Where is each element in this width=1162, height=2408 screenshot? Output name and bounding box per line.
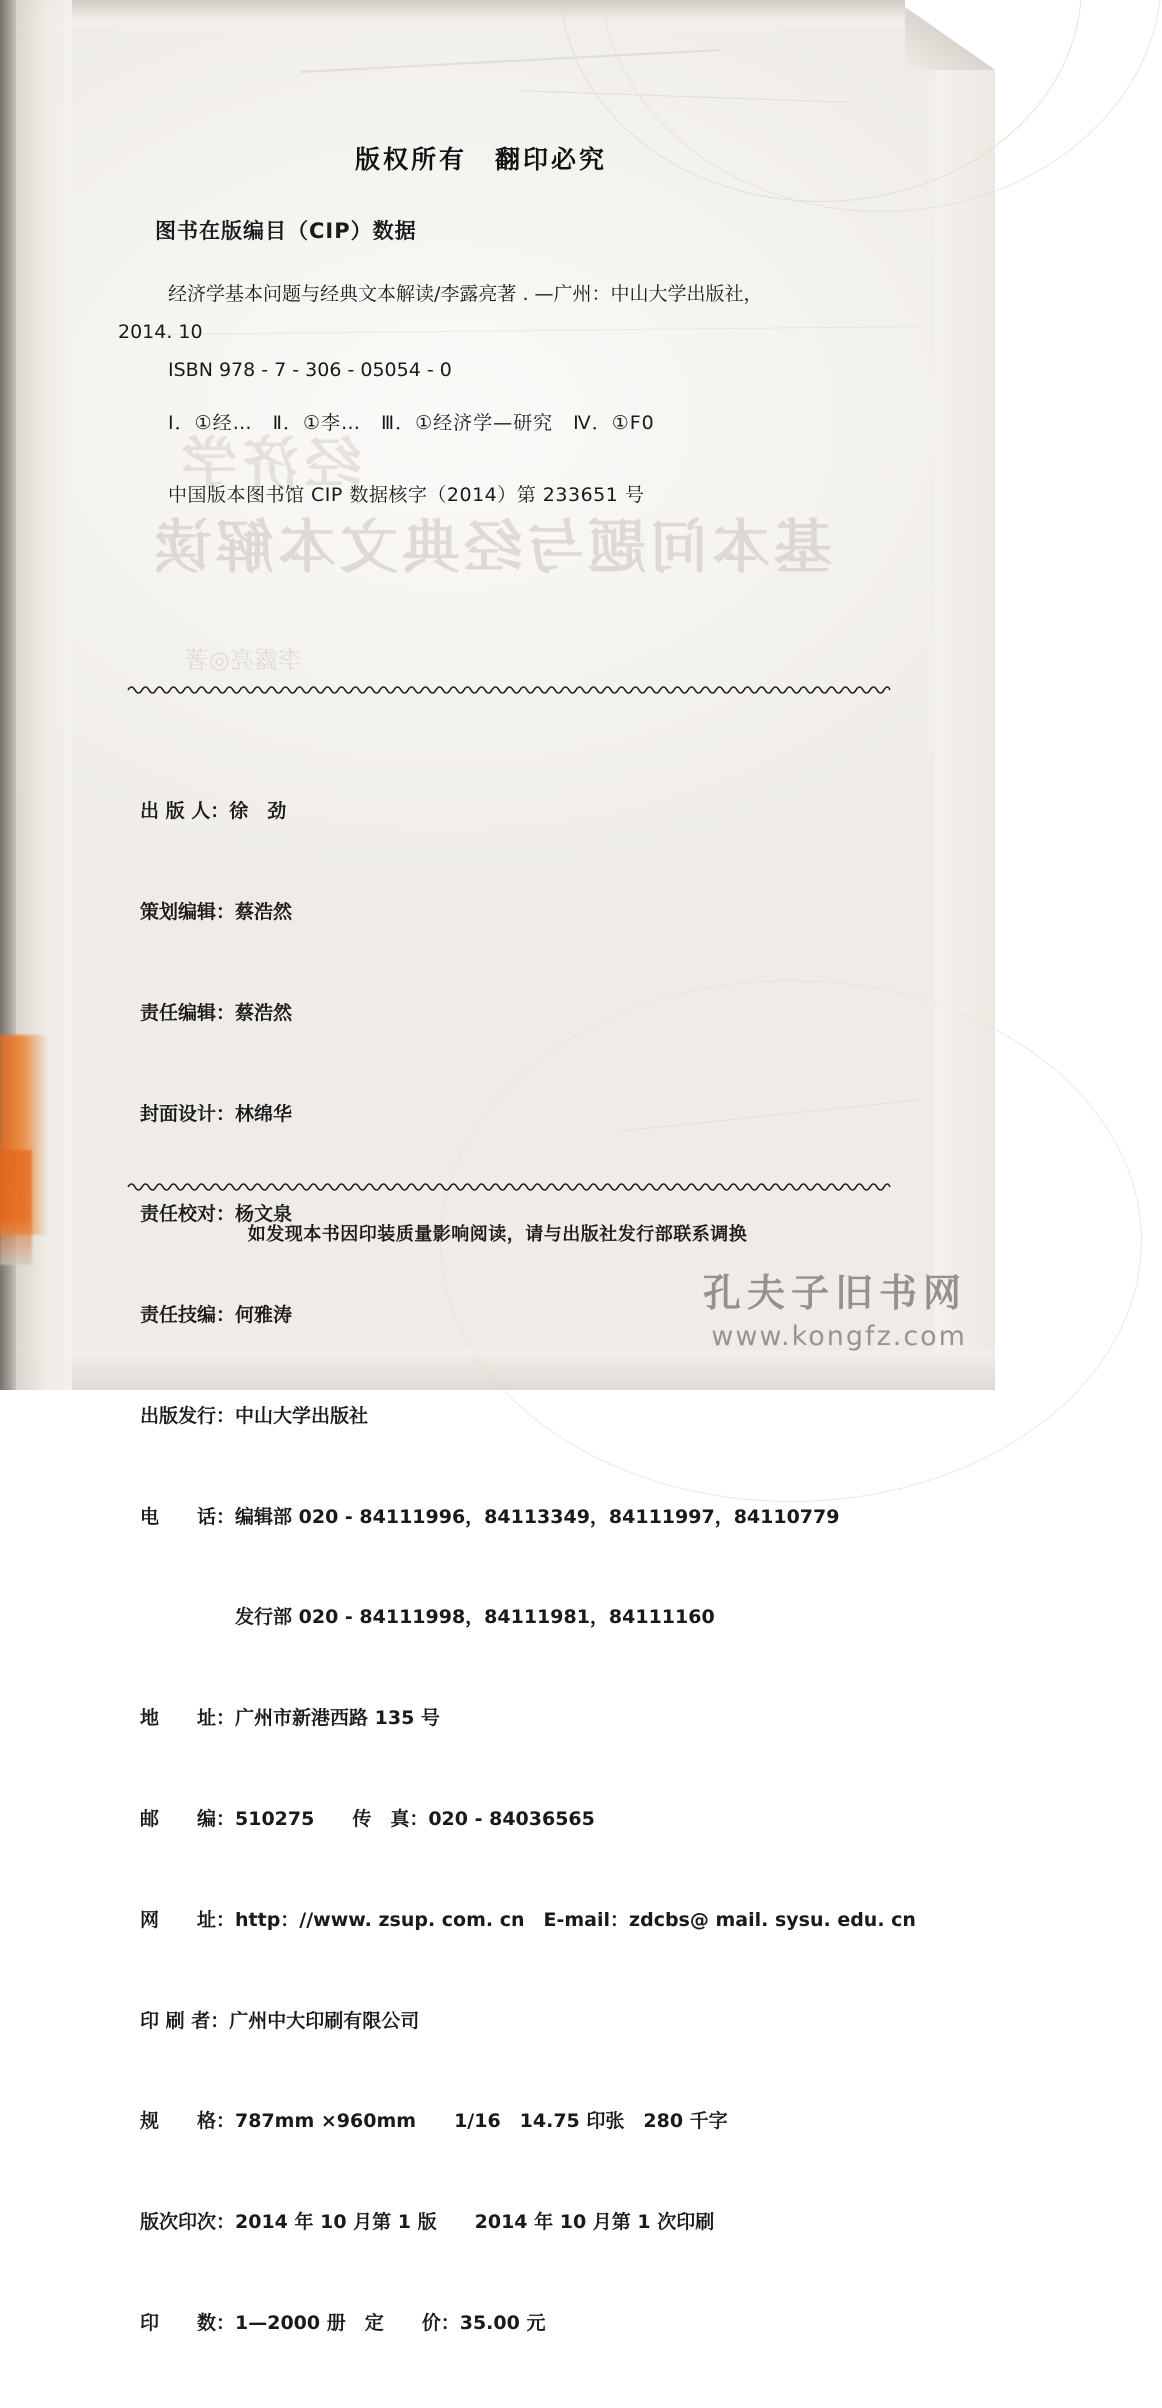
imprint-value: 510275 传 真：020 - 84036565	[235, 1808, 595, 1830]
imprint-row	[140, 1702, 916, 1736]
imprint-label: 责任校对：	[140, 1203, 236, 1226]
imprint-value: http：//www. zsup. com. cn E-mail：zdcbs@ mail. sysu. edu. cn	[235, 1908, 916, 1931]
imprint-row	[140, 795, 916, 829]
imprint-value: 蔡浩然	[235, 900, 293, 923]
imprint-value: 787mm ×960mm 1/16 14.75 印张 280 千字	[235, 2110, 728, 2133]
imprint-value: 蔡浩然	[235, 1001, 293, 1024]
bleed-through-author: 李露亮◎著	[185, 646, 302, 674]
imprint-value: 何雅涛	[235, 1304, 293, 1327]
imprint-label: 规 格：	[140, 2110, 236, 2133]
imprint-value: 林绵华	[235, 1102, 293, 1125]
imprint-block	[140, 728, 916, 2408]
cip-core-number: 中国版本图书馆 CIP 数据核字（2014）第 233651 号	[168, 484, 645, 506]
imprint-label: 出版发行：	[140, 1404, 236, 1427]
imprint-row	[140, 1803, 916, 1837]
cip-entry-line2: 2014. 10	[118, 321, 203, 343]
bleed-through-subtitle: 经济学	[175, 432, 361, 497]
wavy-divider-bottom	[128, 1181, 890, 1193]
imprint-value: 中山大学出版社	[235, 1404, 369, 1427]
imprint-label: 地 址：	[140, 1707, 236, 1730]
imprint-label: 印 刷 者：	[140, 2009, 230, 2032]
imprint-label: 印 数：	[140, 2311, 236, 2334]
imprint-row	[140, 997, 916, 1031]
imprint-label: 电 话：	[140, 1505, 236, 1528]
imprint-row	[140, 2206, 916, 2240]
imprint-label: 责任技编：	[140, 1304, 236, 1327]
isbn: ISBN 978 - 7 - 306 - 05054 - 0	[168, 359, 452, 381]
imprint-row	[140, 896, 916, 930]
imprint-value: 杨文泉	[235, 1203, 293, 1226]
cip-entry	[118, 275, 908, 389]
cip-heading: 图书在版编目（CIP）数据	[155, 219, 417, 243]
imprint-value: 广州中大印刷有限公司	[229, 2009, 420, 2032]
imprint-value: 广州市新港西路 135 号	[235, 1707, 440, 1730]
imprint-row	[140, 2105, 916, 2139]
imprint-label: 网 址：	[140, 1908, 236, 1931]
imprint-row	[140, 1904, 916, 1938]
imprint-label: 出 版 人：	[140, 800, 230, 823]
imprint-row	[140, 1098, 916, 1132]
imprint-label: 策划编辑：	[140, 900, 236, 923]
watermark-chinese: 孔夫子旧书网	[702, 1271, 967, 1315]
imprint-label: 版次印次：	[140, 2211, 236, 2234]
imprint-row	[140, 1501, 916, 1535]
imprint-row	[140, 2005, 916, 2039]
imprint-value: 发行部 020 - 84111998，84111981，84111160	[235, 1606, 715, 1629]
imprint-value: 2014 年 10 月第 1 版 2014 年 10 月第 1 次印刷	[235, 2211, 715, 2234]
imprint-row	[140, 2307, 916, 2341]
imprint-label: 邮 编：	[140, 1808, 236, 1830]
bleed-through-title: 基本问题与经典文本解读	[150, 513, 833, 581]
site-watermark	[703, 1262, 967, 1352]
copyright-notice: 版权所有 翻印必究	[355, 145, 608, 174]
imprint-label	[140, 1601, 235, 1635]
imprint-value: 徐 劲	[229, 800, 287, 823]
watermark-english: www.kongfz.com	[711, 1321, 967, 1352]
quality-note: 如发现本书因印装质量影响阅读，请与出版社发行部联系调换	[247, 1224, 748, 1245]
imprint-label: 责任编辑：	[140, 1001, 236, 1024]
cip-entry-line1: 经济学基本问题与经典文本解读/李露亮著 . —广州：中山大学出版社，	[168, 283, 763, 305]
imprint-value: 1—2000 册 定 价：35.00 元	[235, 2311, 546, 2334]
imprint-label: 封面设计：	[140, 1102, 236, 1125]
imprint-value: 编辑部 020 - 84111996，84113349，84111997，84110779	[235, 1505, 840, 1528]
imprint-row	[140, 1400, 916, 1434]
cip-classification: Ⅰ．①经… Ⅱ．①李… Ⅲ．①经济学—研究 Ⅳ．①F0	[168, 412, 655, 434]
imprint-row	[140, 1601, 916, 1635]
wavy-divider-top	[128, 684, 890, 696]
